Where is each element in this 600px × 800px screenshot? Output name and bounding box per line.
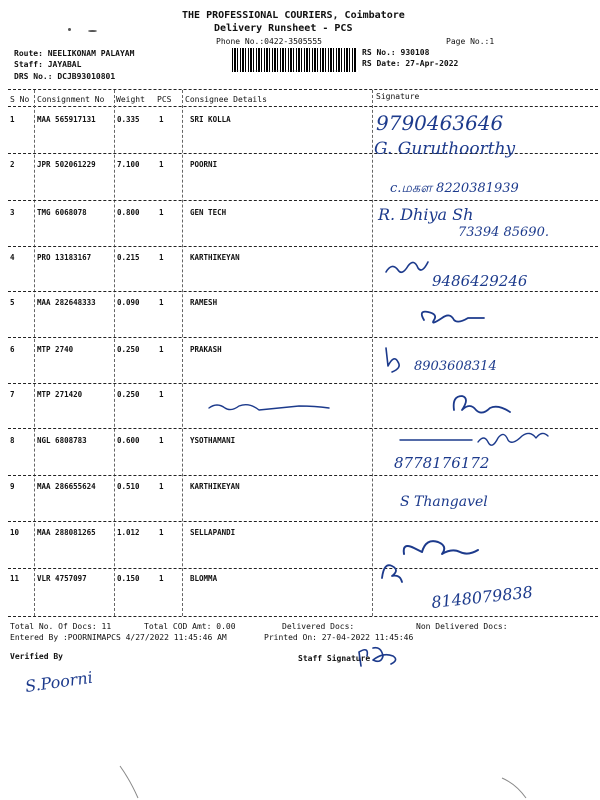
divider — [8, 89, 598, 90]
row-consignment: MAA 282648333 — [37, 298, 96, 307]
handwritten-phone-r3: 73394 85690. — [458, 225, 549, 240]
handwritten-name-r9: S Thangavel — [400, 494, 488, 510]
route: Route: NEELIKONAM PALAYAM — [14, 49, 135, 58]
row-sno: 10 — [10, 528, 20, 537]
column-header-consignee: Consignee Details — [185, 95, 267, 104]
handwritten-scribble-r4 — [386, 262, 428, 272]
row-consignment: MTP 271420 — [37, 390, 83, 399]
row-sno: 1 — [10, 115, 15, 124]
scan-speck — [68, 28, 71, 31]
scan-fold-mark — [500, 776, 540, 800]
signature-r7 — [454, 396, 510, 413]
staff: Staff: JAYABAL — [14, 60, 82, 69]
phone-number: Phone No.:0422-3505555 — [216, 37, 322, 46]
row-consignment: MAA 288081265 — [37, 528, 96, 537]
row-consignment: JPR 502061229 — [37, 160, 96, 169]
row-weight: 0.510 — [117, 482, 140, 491]
scan-fold-mark — [118, 764, 148, 800]
row-sno: 3 — [10, 208, 15, 217]
signature-r6 — [386, 348, 399, 372]
entered-by: Entered By :POORNIMAPCS 4/27/2022 11:45:46 AM — [10, 633, 227, 642]
divider — [8, 106, 598, 107]
handwritten-phone-r6: 8903608314 — [414, 359, 497, 374]
row-sno: 5 — [10, 298, 15, 307]
column-header-pcs: PCS — [157, 95, 172, 104]
row-sno: 7 — [10, 390, 15, 399]
row-pcs: 1 — [159, 528, 164, 537]
row-pcs: 1 — [159, 482, 164, 491]
row-sno: 9 — [10, 482, 15, 491]
row-pcs: 1 — [159, 298, 164, 307]
row-sno: 2 — [10, 160, 15, 169]
row-sno: 6 — [10, 345, 15, 354]
row-weight: 0.150 — [117, 574, 140, 583]
row-consignment: TMG 6068078 — [37, 208, 87, 217]
column-header-signature: Signature — [376, 92, 420, 101]
row-consignee: RAMESH — [190, 298, 218, 307]
barcode — [232, 48, 356, 72]
drs-number: DRS No.: DCJB93010801 — [14, 72, 116, 81]
handwritten-phone-r8: 8778176172 — [394, 454, 490, 472]
row-pcs: 1 — [159, 574, 164, 583]
signature-r10 — [404, 541, 478, 554]
non-delivered-docs: Non Delivered Docs: — [416, 622, 508, 631]
handwritten-phone-r11: 8148079838 — [430, 582, 534, 612]
total-docs: Total No. Of Docs: 11 — [10, 622, 112, 631]
scan-speck — [88, 30, 97, 32]
rs-number: RS No.: 930108 — [362, 48, 430, 57]
handwritten-name-r1: G. Guruthoorthy — [374, 139, 516, 159]
column-header-weight: Weight — [116, 95, 145, 104]
row-pcs: 1 — [159, 115, 164, 124]
handwritten-scribble-r8 — [478, 433, 548, 445]
row-consignee: SELLAPANDI — [190, 528, 236, 537]
document-title: Delivery Runsheet - PCS — [214, 23, 353, 34]
row-consignee: YSOTHAMANI — [190, 436, 236, 445]
staff-signature — [355, 642, 425, 672]
row-consignee: POORNI — [190, 160, 218, 169]
row-weight: 0.335 — [117, 115, 140, 124]
row-consignment: MTP 2740 — [37, 345, 74, 354]
handwritten-phone-r2: c.மகள 8220381939 — [390, 181, 519, 196]
row-weight: 7.100 — [117, 160, 140, 169]
signature-r5 — [422, 312, 484, 323]
row-consignee: KARTHIKEYAN — [190, 482, 240, 491]
printed-on: Printed On: 27-04-2022 11:45:46 — [264, 633, 414, 642]
row-sno: 8 — [10, 436, 15, 445]
verified-signature — [22, 666, 132, 706]
row-consignment: PRO 13183167 — [37, 253, 92, 262]
row-weight: 1.012 — [117, 528, 140, 537]
column-separator — [182, 90, 183, 616]
row-pcs: 1 — [159, 345, 164, 354]
column-header-consignment: Consignment No — [37, 95, 105, 104]
row-consignee: SRI KOLLA — [190, 115, 231, 124]
signature-area — [370, 108, 598, 612]
total-cod: Total COD Amt: 0.00 — [144, 622, 236, 631]
row-weight: 0.090 — [117, 298, 140, 307]
signature-r7-consignee — [205, 396, 335, 416]
row-sno: 4 — [10, 253, 15, 262]
row-consignment: MAA 286655624 — [37, 482, 96, 491]
divider — [8, 616, 598, 617]
row-sno: 11 — [10, 574, 20, 583]
delivered-docs: Delivered Docs: — [282, 622, 355, 631]
column-separator — [114, 90, 115, 616]
verified-by-label: Verified By — [10, 652, 63, 661]
handwritten-phone-r4: 9486429246 — [432, 272, 528, 290]
company-name: THE PROFESSIONAL COURIERS, Coimbatore — [182, 10, 405, 21]
row-pcs: 1 — [159, 436, 164, 445]
row-consignee: BLOMMA — [190, 574, 218, 583]
row-weight: 0.215 — [117, 253, 140, 262]
column-header-sno: S No — [10, 95, 30, 104]
staff-signature-label: Staff Signature — [298, 654, 371, 663]
row-weight: 0.250 — [117, 390, 140, 399]
verified-signature-text: S.Poorni — [23, 667, 94, 696]
row-pcs: 1 — [159, 390, 164, 399]
row-weight: 0.250 — [117, 345, 140, 354]
signature-r11 — [382, 565, 402, 582]
row-consignee: GEN TECH — [190, 208, 227, 217]
page-number: Page No.:1 — [446, 37, 495, 46]
row-consignee: KARTHIKEYAN — [190, 253, 240, 262]
row-consignment: MAA 565917131 — [37, 115, 96, 124]
row-consignment: VLR 4757097 — [37, 574, 87, 583]
row-consignee: PRAKASH — [190, 345, 222, 354]
handwritten-phone-r1: 9790463646 — [376, 111, 504, 135]
column-separator — [34, 90, 35, 616]
row-pcs: 1 — [159, 160, 164, 169]
handwritten-name-r3: R. Dhiya Sh — [378, 205, 474, 224]
row-pcs: 1 — [159, 208, 164, 217]
row-pcs: 1 — [159, 253, 164, 262]
rs-date: RS Date: 27-Apr-2022 — [362, 59, 459, 68]
row-weight: 0.600 — [117, 436, 140, 445]
row-weight: 0.800 — [117, 208, 140, 217]
row-consignment: NGL 6808783 — [37, 436, 87, 445]
